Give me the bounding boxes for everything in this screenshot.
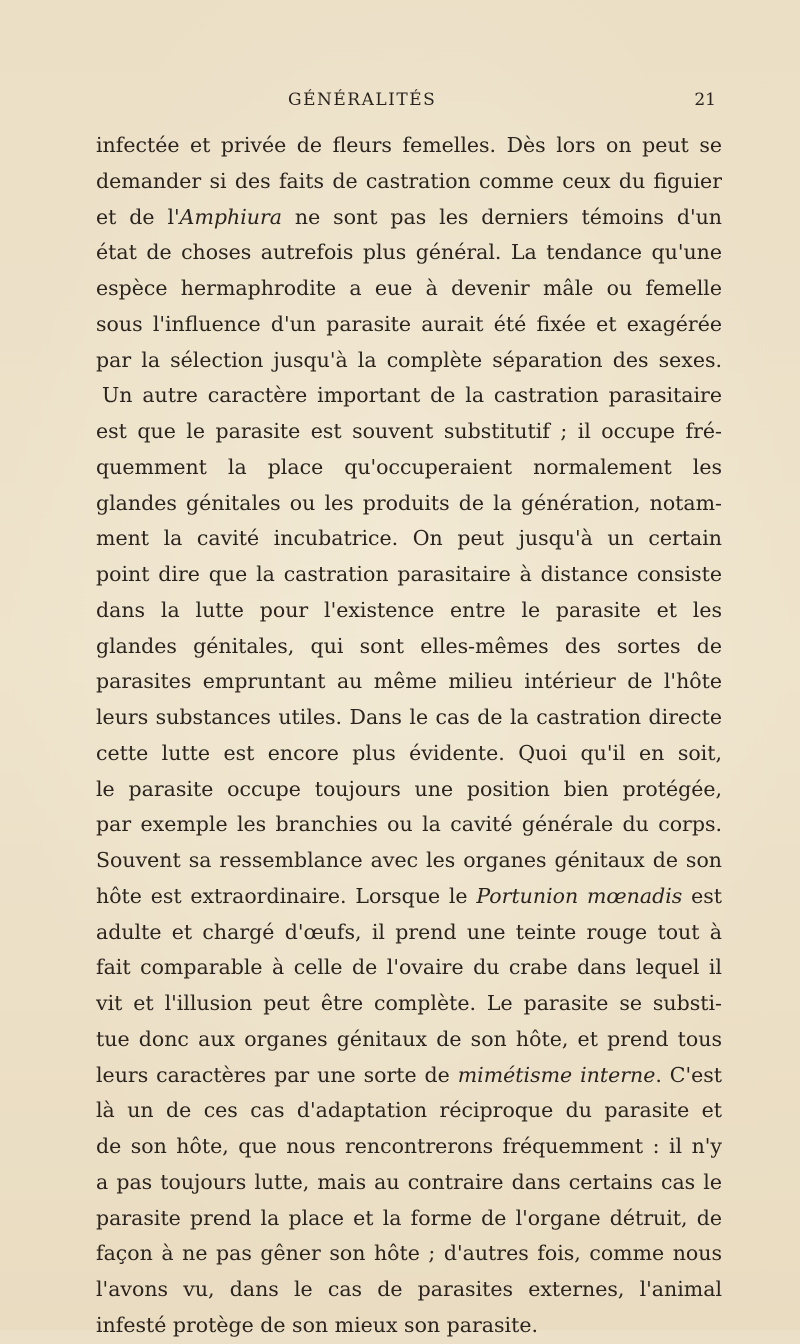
text-line: demander si des faits de castration comme ceux du figuier bbox=[96, 168, 722, 193]
text-line: l'avons vu, dans le cas de parasites externes, l'animal bbox=[96, 1277, 722, 1301]
body-text bbox=[96, 128, 722, 1344]
text-line: tue donc aux organes génitaux de son hôte, et prend tous bbox=[96, 1026, 722, 1051]
text-line: le parasite occupe toujours une position bien protégée, bbox=[96, 776, 722, 801]
text-line: Souvent sa ressemblance avec les organes génitaux de son bbox=[96, 848, 722, 872]
text-line bbox=[96, 1058, 722, 1094]
text-line: dans la lutte pour l'existence entre le parasite et les bbox=[96, 597, 722, 622]
text-line bbox=[96, 200, 722, 236]
text-line: par la sélection jusqu'à la complète séparation des sexes. bbox=[96, 347, 722, 372]
text-line bbox=[96, 879, 722, 915]
text-line: adulte et chargé d'œufs, il prend une teinte rouge tout à bbox=[96, 919, 722, 944]
page-number: 21 bbox=[694, 90, 716, 110]
text-line: parasites empruntant au même milieu intérieur de l'hôte bbox=[96, 669, 722, 694]
text-line: sous l'influence d'un parasite aurait été fixée et exagérée bbox=[96, 311, 722, 336]
text-span: est bbox=[682, 883, 722, 908]
text-line: glandes génitales ou les produits de la génération, notam- bbox=[96, 490, 722, 515]
text-line: quemment la place qu'occuperaient normalement les bbox=[96, 454, 722, 479]
italic-term: Amphiura bbox=[179, 204, 283, 229]
text-span: leurs caractères par une sorte de bbox=[96, 1062, 458, 1087]
text-line: parasite prend la place et la forme de l'organe détruit, de bbox=[96, 1205, 722, 1230]
text-line: glandes génitales, qui sont elles-mêmes des sortes de bbox=[96, 633, 722, 658]
text-line: état de choses autrefois plus général. La tendance qu'une bbox=[96, 240, 722, 265]
text-line: fait comparable à celle de l'ovaire du crabe dans lequel il bbox=[96, 955, 722, 980]
text-line: Un autre caractère important de la castration parasitaire bbox=[102, 383, 722, 408]
text-line: cette lutte est encore plus évidente. Quoi qu'il en soit, bbox=[96, 740, 722, 765]
text-line: est que le parasite est souvent substitutif ; il occupe fré- bbox=[96, 419, 722, 443]
text-span: et de l' bbox=[96, 204, 180, 229]
text-line: infesté protège de son mieux son parasite. bbox=[96, 1312, 538, 1337]
text-line: point dire que la castration parasitaire à distance consiste bbox=[96, 562, 722, 586]
italic-term: Portunion mœnadis bbox=[476, 883, 683, 908]
text-line: de son hôte, que nous rencontrerons fréquemment : il n'y bbox=[96, 1134, 722, 1158]
text-line: par exemple les branchies ou la cavité générale du corps. bbox=[96, 812, 722, 837]
text-line: a pas toujours lutte, mais au contraire dans certains cas le bbox=[96, 1169, 722, 1194]
running-head bbox=[96, 90, 716, 116]
text-line: vit et l'illusion peut être complète. Le parasite se substi- bbox=[96, 991, 722, 1015]
text-line: façon à ne pas gêner son hôte ; d'autres fois, comme nous bbox=[96, 1241, 722, 1266]
text-line: ment la cavité incubatrice. On peut jusqu'à un certain bbox=[96, 526, 722, 551]
text-span: hôte est extraordinaire. Lorsque le bbox=[96, 883, 477, 908]
text-line: là un de ces cas d'adaptation réciproque du parasite et bbox=[96, 1098, 722, 1123]
text-span: . C'est bbox=[655, 1062, 722, 1087]
text-line: leurs substances utiles. Dans le cas de la castration directe bbox=[96, 705, 722, 729]
text-line: infectée et privée de fleurs femelles. Dès lors on peut se bbox=[96, 133, 722, 157]
text-line: espèce hermaphrodite a eue à devenir mâle ou femelle bbox=[96, 276, 722, 300]
text-span: ne sont pas les derniers témoins d'un bbox=[282, 204, 722, 229]
italic-term: mimétisme interne bbox=[457, 1062, 656, 1087]
running-title: GÉNÉRALITÉS bbox=[288, 90, 437, 110]
